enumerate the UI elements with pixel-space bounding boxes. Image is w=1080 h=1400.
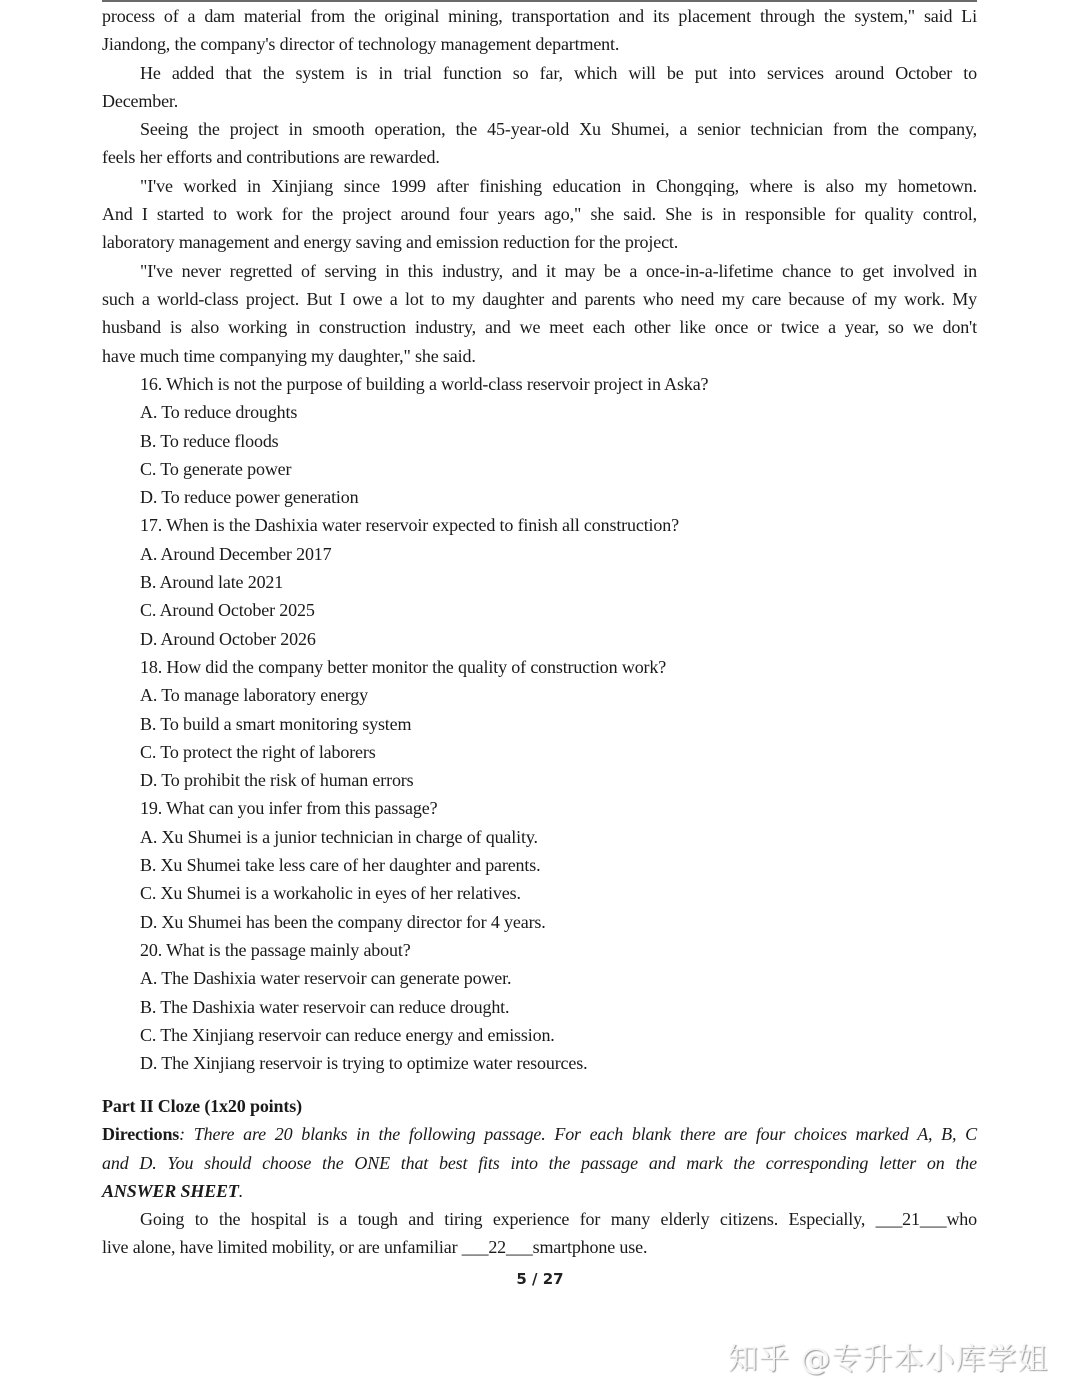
cloze-text: live alone, have limited mobility, or are unfamiliar <box>102 1237 462 1258</box>
option-a: A. To reduce droughts <box>140 402 298 423</box>
cloze-text: Going to the hospital is a tough and tiring experience for many elderly citizens. Especially, <box>140 1209 876 1230</box>
passage-line: "I've never regretted of serving in this industry, and it may be a once-in-a-lifetime chance to get involved in <box>140 260 977 281</box>
answer-sheet-label: ANSWER SHEET <box>102 1180 239 1201</box>
question-18 <box>102 653 977 794</box>
directions-line <box>102 1177 977 1205</box>
part-two-cloze <box>102 1092 977 1262</box>
passage-line: feels her efforts and contributions are rewarded. <box>102 147 440 168</box>
option-c: C. Around October 2025 <box>140 600 315 621</box>
option-d: D. To prohibit the risk of human errors <box>140 770 414 791</box>
question-19 <box>102 794 977 935</box>
question-stem: 20. What is the passage mainly about? <box>140 939 411 960</box>
cloze-text: who <box>946 1209 977 1230</box>
option-d: D. Xu Shumei has been the company director for 4 years. <box>140 911 546 932</box>
question-stem: 17. When is the Dashixia water reservoir expected to finish all construction? <box>140 515 679 536</box>
passage-line: Seeing the project in smooth operation, the 45-year-old Xu Shumei, a senior technician from the company, <box>140 119 977 140</box>
option-b: B. Around late 2021 <box>140 572 284 593</box>
option-b: B. To build a smart monitoring system <box>140 713 412 734</box>
option-b: B. The Dashixia water reservoir can reduce drought. <box>140 996 510 1017</box>
option-c: C. Xu Shumei is a workaholic in eyes of her relatives. <box>140 883 521 904</box>
page-number: 5 / 27 <box>516 1270 564 1288</box>
option-d: D. Around October 2026 <box>140 628 316 649</box>
option-a: A. Around December 2017 <box>140 543 332 564</box>
question-20 <box>102 936 977 1077</box>
directions-line: and D. You should choose the ONE that best fits into the passage and mark the corresponding letter on the <box>102 1152 977 1173</box>
passage-line: Jiandong, the company's director of technology management department. <box>102 34 620 55</box>
watermark: 知乎 @专升本小库学姐 <box>728 1342 1049 1377</box>
cloze-blank-22: ___22___ <box>461 1237 533 1258</box>
option-d: D. The Xinjiang reservoir is trying to optimize water resources. <box>140 1053 588 1074</box>
passage-line: laboratory management and energy saving and emission reduction for the project. <box>102 232 679 253</box>
question-stem: 19. What can you infer from this passage? <box>140 798 438 819</box>
cloze-line <box>102 1233 977 1261</box>
question-16 <box>102 370 977 511</box>
option-b: B. To reduce floods <box>140 430 279 451</box>
cloze-blank-21: ___21___ <box>875 1209 947 1230</box>
reading-passage <box>102 2 977 370</box>
passage-line: such a world-class project. But I owe a lot to my daughter and parents who need my care because of my work. My <box>102 288 977 309</box>
question-stem: 16. Which is not the purpose of building a world-class reservoir project in Aska? <box>140 374 709 394</box>
cloze-text: smartphone use. <box>532 1237 648 1258</box>
question-list <box>102 370 977 1077</box>
option-c: C. The Xinjiang reservoir can reduce energy and emission. <box>140 1024 555 1045</box>
passage-line: have much time companying my daughter," she said. <box>102 345 476 366</box>
cloze-line <box>102 1205 977 1233</box>
passage-line: process of a dam material from the original mining, transportation and its placement through the system," said Li <box>102 6 977 26</box>
option-c: C. To generate power <box>140 458 292 479</box>
option-b: B. Xu Shumei take less care of her daughter and parents. <box>140 855 541 876</box>
section-heading: Part II Cloze (1x20 points) <box>102 1096 302 1116</box>
option-a: A. Xu Shumei is a junior technician in charge of quality. <box>140 826 538 847</box>
directions-label: Directions <box>102 1124 180 1145</box>
option-a: A. To manage laboratory energy <box>140 685 368 706</box>
passage-line: "I've worked in Xinjiang since 1999 after finishing education in Chongqing, where is also my hometown. <box>140 175 977 196</box>
directions-end: . <box>238 1180 244 1201</box>
question-17 <box>102 511 977 652</box>
question-stem: 18. How did the company better monitor the quality of construction work? <box>140 656 667 677</box>
passage-line: December. <box>102 90 179 111</box>
directions-text: : There are 20 blanks in the following passage. For each blank there are four choices marked A, B, C <box>179 1124 977 1145</box>
option-a: A. The Dashixia water reservoir can generate power. <box>140 968 512 989</box>
option-d: D. To reduce power generation <box>140 487 359 508</box>
passage-line: He added that the system is in trial function so far, which will be put into services around October to <box>140 62 977 83</box>
directions-line <box>102 1120 977 1148</box>
option-c: C. To protect the right of laborers <box>140 741 376 762</box>
passage-line: husband is also working in construction industry, and we meet each other like once or twice a year, so we don't <box>102 317 977 338</box>
passage-line: And I started to work for the project around four years ago," she said. She is in responsible for quality control, <box>102 204 977 225</box>
